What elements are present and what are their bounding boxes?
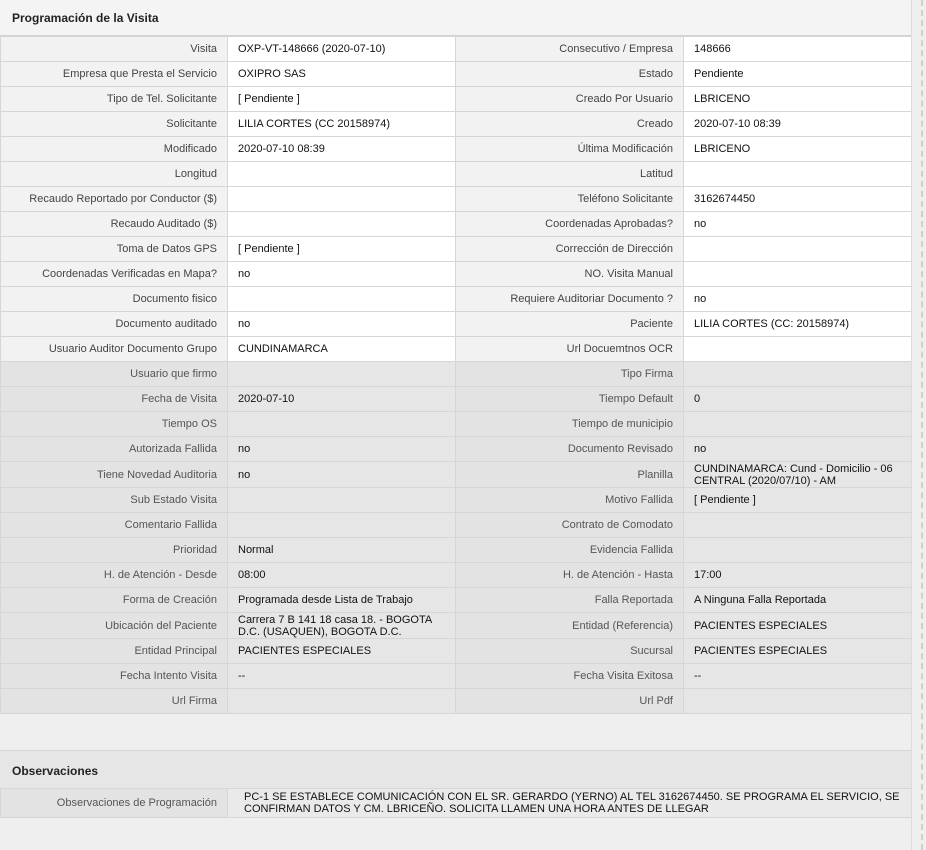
dashed-border <box>921 0 923 850</box>
field-label: Fecha Intento Visita <box>1 664 228 689</box>
panel-edge <box>911 0 912 850</box>
field-value: [ Pendiente ] <box>228 87 456 112</box>
field-label: Estado <box>456 62 684 87</box>
field-value: Carrera 7 B 141 18 casa 18. - BOGOTA D.C. (USAQUEN), BOGOTA D.C. <box>228 613 456 639</box>
field-label: Ubicación del Paciente <box>1 613 228 639</box>
field-value: Normal <box>228 538 456 563</box>
table-row <box>1 437 912 462</box>
table-row <box>1 613 912 639</box>
field-value <box>228 287 456 312</box>
table-row <box>1 62 912 87</box>
field-value <box>228 162 456 187</box>
field-value: A Ninguna Falla Reportada <box>684 588 912 613</box>
field-value: LBRICENO <box>684 87 912 112</box>
field-value <box>228 689 456 714</box>
field-label: Última Modificación <box>456 137 684 162</box>
table-row <box>1 362 912 387</box>
field-label: Fecha de Visita <box>1 387 228 412</box>
field-label: Contrato de Comodato <box>456 513 684 538</box>
table-row <box>1 462 912 488</box>
table-row <box>1 237 912 262</box>
field-label: Empresa que Presta el Servicio <box>1 62 228 87</box>
field-label: Tipo de Tel. Solicitante <box>1 87 228 112</box>
field-value <box>684 262 912 287</box>
field-label: Recaudo Reportado por Conductor ($) <box>1 187 228 212</box>
field-label: Longitud <box>1 162 228 187</box>
field-label: Tiempo OS <box>1 412 228 437</box>
field-value: [ Pendiente ] <box>684 488 912 513</box>
field-value <box>684 412 912 437</box>
field-label: Documento Revisado <box>456 437 684 462</box>
field-label: Entidad Principal <box>1 639 228 664</box>
field-label: Planilla <box>456 462 684 488</box>
field-label: Tiempo Default <box>456 387 684 412</box>
observaciones-title: Observaciones <box>0 750 911 788</box>
table-row <box>1 588 912 613</box>
field-value: 0 <box>684 387 912 412</box>
field-label: Documento auditado <box>1 312 228 337</box>
table-row <box>1 639 912 664</box>
field-value: no <box>228 262 456 287</box>
field-value: no <box>684 437 912 462</box>
field-label: Forma de Creación <box>1 588 228 613</box>
field-value: 2020-07-10 08:39 <box>684 112 912 137</box>
field-label: Corrección de Dirección <box>456 237 684 262</box>
observaciones-label: Observaciones de Programación <box>1 789 228 818</box>
observaciones-table <box>0 788 912 818</box>
field-value: 17:00 <box>684 563 912 588</box>
field-label: H. de Atención - Desde <box>1 563 228 588</box>
field-label: Url Pdf <box>456 689 684 714</box>
field-value <box>684 237 912 262</box>
field-label: Url Firma <box>1 689 228 714</box>
table-row <box>1 412 912 437</box>
field-value: 3162674450 <box>684 187 912 212</box>
table-row <box>1 187 912 212</box>
field-value: LILIA CORTES (CC: 20158974) <box>684 312 912 337</box>
field-label: Consecutivo / Empresa <box>456 37 684 62</box>
field-label: Usuario que firmo <box>1 362 228 387</box>
field-label: Tiempo de municipio <box>456 412 684 437</box>
field-label: Motivo Fallida <box>456 488 684 513</box>
field-value: 148666 <box>684 37 912 62</box>
field-label: Creado Por Usuario <box>456 87 684 112</box>
table-row <box>1 337 912 362</box>
field-label: Sub Estado Visita <box>1 488 228 513</box>
field-value: PACIENTES ESPECIALES <box>684 639 912 664</box>
field-value: [ Pendiente ] <box>228 237 456 262</box>
field-label: NO. Visita Manual <box>456 262 684 287</box>
field-label: Usuario Auditor Documento Grupo <box>1 337 228 362</box>
field-value <box>684 362 912 387</box>
field-label: Entidad (Referencia) <box>456 613 684 639</box>
field-value <box>228 212 456 237</box>
field-label: Evidencia Fallida <box>456 538 684 563</box>
field-value <box>228 513 456 538</box>
field-value: 08:00 <box>228 563 456 588</box>
field-label: Url Docuemtnos OCR <box>456 337 684 362</box>
field-value: no <box>228 437 456 462</box>
field-label: Falla Reportada <box>456 588 684 613</box>
table-row <box>1 262 912 287</box>
table-row <box>1 538 912 563</box>
table-row <box>1 563 912 588</box>
field-value: LILIA CORTES (CC 20158974) <box>228 112 456 137</box>
table-row <box>1 689 912 714</box>
field-label: Tiene Novedad Auditoria <box>1 462 228 488</box>
table-row <box>1 488 912 513</box>
observaciones-value: PC-1 SE ESTABLECE COMUNICACIÓN CON EL SR. GERARDO (YERNO) AL TEL 3162674450. SE PROGRAMA EL SERVICIO, SE CONFIRMAN DATOS Y CM. LBRICEÑO. SOLICITA LLAMEN UNA HORA ANTES DE LLEGAR <box>228 789 912 818</box>
field-value <box>228 362 456 387</box>
field-label: Solicitante <box>1 112 228 137</box>
field-value: LBRICENO <box>684 137 912 162</box>
field-value: Programada desde Lista de Trabajo <box>228 588 456 613</box>
field-value <box>684 337 912 362</box>
table-row <box>1 387 912 412</box>
field-value: no <box>228 462 456 488</box>
field-label: Coordenadas Aprobadas? <box>456 212 684 237</box>
field-label: Visita <box>1 37 228 62</box>
field-label: H. de Atención - Hasta <box>456 563 684 588</box>
field-label: Latitud <box>456 162 684 187</box>
field-value: no <box>684 212 912 237</box>
programacion-table <box>0 36 912 714</box>
field-value: OXP-VT-148666 (2020-07-10) <box>228 37 456 62</box>
field-label: Recaudo Auditado ($) <box>1 212 228 237</box>
table-row <box>1 112 912 137</box>
field-value <box>228 488 456 513</box>
field-value: no <box>684 287 912 312</box>
field-value <box>684 538 912 563</box>
field-value: -- <box>228 664 456 689</box>
field-value: PACIENTES ESPECIALES <box>684 613 912 639</box>
table-row <box>1 87 912 112</box>
field-value: -- <box>684 664 912 689</box>
table-row <box>1 513 912 538</box>
field-value: PACIENTES ESPECIALES <box>228 639 456 664</box>
programacion-title: Programación de la Visita <box>0 0 911 36</box>
field-label: Documento fisico <box>1 287 228 312</box>
field-value <box>684 689 912 714</box>
field-value <box>684 162 912 187</box>
field-value: CUNDINAMARCA: Cund - Domicilio - 06 CENTRAL (2020/07/10) - AM <box>684 462 912 488</box>
table-row <box>1 162 912 187</box>
field-label: Teléfono Solicitante <box>456 187 684 212</box>
field-label: Creado <box>456 112 684 137</box>
field-label: Paciente <box>456 312 684 337</box>
field-value <box>684 513 912 538</box>
field-label: Toma de Datos GPS <box>1 237 228 262</box>
field-label: Sucursal <box>456 639 684 664</box>
field-label: Coordenadas Verificadas en Mapa? <box>1 262 228 287</box>
field-value: 2020-07-10 <box>228 387 456 412</box>
field-value: OXIPRO SAS <box>228 62 456 87</box>
field-value: CUNDINAMARCA <box>228 337 456 362</box>
observaciones-panel <box>0 750 911 818</box>
table-row <box>1 312 912 337</box>
table-row <box>1 664 912 689</box>
table-row <box>1 37 912 62</box>
field-label: Comentario Fallida <box>1 513 228 538</box>
table-row <box>1 137 912 162</box>
field-label: Fecha Visita Exitosa <box>456 664 684 689</box>
field-label: Autorizada Fallida <box>1 437 228 462</box>
field-value: Pendiente <box>684 62 912 87</box>
table-row <box>1 287 912 312</box>
table-row <box>1 212 912 237</box>
field-label: Tipo Firma <box>456 362 684 387</box>
field-label: Prioridad <box>1 538 228 563</box>
field-value: 2020-07-10 08:39 <box>228 137 456 162</box>
field-value <box>228 412 456 437</box>
field-value <box>228 187 456 212</box>
table-row <box>1 789 912 818</box>
field-label: Modificado <box>1 137 228 162</box>
field-value: no <box>228 312 456 337</box>
field-label: Requiere Auditoriar Documento ? <box>456 287 684 312</box>
